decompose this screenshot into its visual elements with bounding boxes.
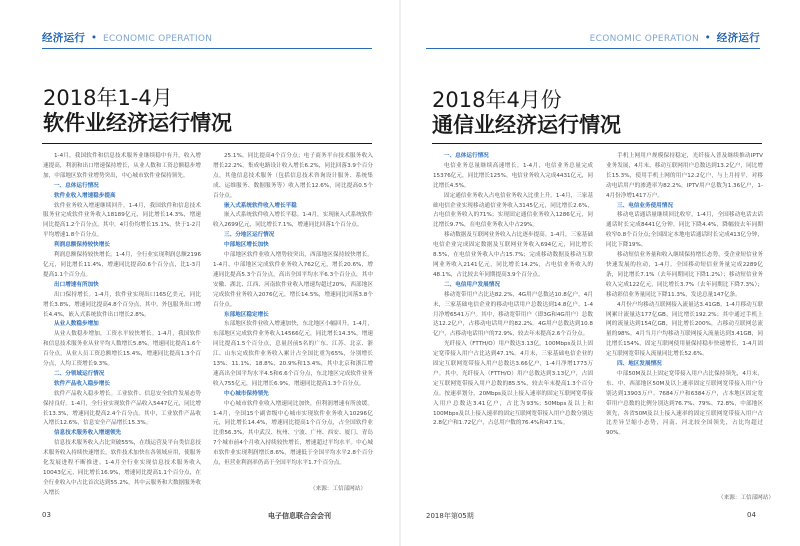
section-heading: 三、电信业务使用情况: [617, 202, 673, 209]
body-paragraph: 移动数据及互联网业务收入占比逐步提高。1-4月，三家基础电信企业完成固定数据及互联网业务收入694亿元，同比增长8.5%，在电信业务收入中占15.7%；完成移动数据及移动互联网业务收入2141亿元，同比增长14.2%，占电信业务收入的48.1%，占比较去年同期提高3.9个百分点。: [433, 232, 593, 278]
body-column-1: [43, 152, 201, 496]
section-heading: 信息技术服务收入增速领先: [54, 430, 122, 437]
body-paragraph: 25.1%，同比提高4个百分点；电子商务平台技术服务收入增长22.2%，集成电路设计收入增长6.2%，同比回落3.9个百分点，其他信息技术服务（包括信息技术咨询设计服务、系统集成、运维服务、数据服务等）收入增长12.6%，同比提高0.5个百分点。: [213, 153, 373, 199]
magazine-name: 电子信息联合会会刊: [268, 512, 331, 520]
section-heading: 一、总体运行情况: [444, 153, 489, 159]
body-paragraph: 4月份户均移动互联网接入流量达3.41GB，1-4月移动互联网累计流量达177亿GB，同比增长192.2%；其中通过手机上网的流量达到154亿GB，同比增长200%，占移动互联网总流量的98%。4月当月户均移动互联网接入流量达到3.41GB，同比增长154%，固定互联网使用量保持稳步快速增长，1-4月固定互联网宽带接入流量同比增长52.6%。: [606, 301, 763, 358]
body-paragraph: 东部地区软件业收入增速加快，东北地区小幅回升。1-4月，东部地区完成软件业务收入14566亿元，同比增长14.3%，增速同比提高1.5个百分点，总量居前5名的广东、江苏、北京、浙江、山东完成软件业务收入累计占全国比重为65%，分别增长13%、11.1%、18.8%、20.9%和13.4%，其中北京和浙江增速高出全国平均水平4.5和6.6个百分点，东北地区完成软件业务收入755亿元，同比增长6.9%，增速同比提高1.3个百分点。: [213, 321, 373, 387]
article-title: [432, 88, 621, 138]
section-heading: 四、地区发展情况: [617, 361, 662, 368]
title-line-1: 2018年4月份: [432, 88, 562, 112]
header-dot: •: [90, 32, 98, 44]
source-note: （来源：工信部网站）: [310, 486, 366, 492]
body-paragraph: 中部50M及以上固定宽带接入用户占比保持领先，4月末，东、中、西部地区50M及以上速率固定互联网宽带接入用户分别达到13903万户、7684万户和6384万户，占本地区固定宽带用户总数的比例分别达到76.7%、79%、72.8%，中部地区领先，各省50M及以上接入速率的固定互联网宽带接入用户占比差异呈缩小态势，河南、河北较全国领先，占比均超过90%。: [606, 370, 763, 437]
section-heading: 利润总额保持较快增长: [54, 242, 110, 249]
header-cn: 经济运行: [42, 32, 86, 44]
header-rule: [426, 48, 760, 49]
article-title: [43, 86, 232, 136]
title-rule: [432, 143, 762, 144]
body-paragraph: 移动宽带用户占比达82.2%，4G用户总数达10.8亿户，4月末，三家基础电信企业的移动电话用户总数达到14.8亿户，1-4月净增6541万户。其中，移动宽带用户（即3G和4G用户）总数达12.2亿户，占移动电话用户的82.2%。4G用户总数达到10.8亿户，占移动电话用户的72.9%，较去年末提高2.6个百分点。: [433, 291, 593, 338]
body-paragraph: 信息技术服务收入占比突破55%，在线运营及平台类信息技术服务收入持续快速增长，软件技术加快在各领域应用，使服务化发展进程不断推进。1-4月全行业实现信息技术服务收入10043亿元，同比增长16.9%，增速同比提高1.1个百分点，在全行业收入中占比首次达到55.2%，其中云服务和大数据服务收入增长: [43, 440, 201, 496]
issue-label: 2018年第05期: [426, 512, 474, 520]
body-paragraph: 电信业务总量继续高速增长，1-4月，电信业务总量完成15376亿元，同比增长125%。电信业务收入完成4431亿元，同比增长4.5%。: [433, 162, 593, 189]
title-rule: [42, 143, 372, 144]
body-column-2: [606, 152, 763, 497]
section-heading: 二、分领域运行情况: [54, 370, 105, 377]
title-line-2: 软件业经济运行情况: [43, 111, 232, 135]
body-paragraph: 1-4月，我国软件和信息技术服务业继续稳中有升，收入增速提高，利润和出口增速保持增长，从业人数和工资总额稳步增加，中部地区软件业增势突出，中心城市软件业保持领先。: [43, 153, 201, 179]
body-paragraph: 软件业务收入增速继续回升。1-4月，我国软件和信息技术服务业完成软件业务收入18189亿元，同比增长14.3%，增速同比提高1.2个百分点，其中，4月份均增长15.1%，快于1-2月平均增速1.8个百分点。: [43, 202, 201, 239]
section-heading: 二、电信用户发展情况: [444, 281, 500, 288]
body-paragraph: 利润总额保持较快增长。1-4月，全行业实现利润总额2196亿元，同比增长11.4%，增速同比提高0.6个百分点，比1-3月提高1.1个百分点。: [43, 252, 201, 278]
body-column-2: [213, 152, 373, 492]
section-heading: 软件产品收入稳步增长: [54, 380, 110, 387]
body-paragraph: 移动短信业务量和收入继续保持增长态势，受企业短信业务快速发展的拉动，1-4月，全国移动短信业务量完成2289亿条，同比增长7.1%（去年同期同比下降1.2%）；移动短信业务收入完成122亿元，同比增长3.7%（去年同期比下降7.3%）；移动彩信业务量同比下降11.3%，发送总量147亿条。: [606, 252, 763, 298]
source-note: （来源：工信部网站）: [718, 495, 774, 501]
body-column-1: [433, 152, 593, 497]
header-dot: •: [704, 32, 712, 44]
section-heading: 从业人数稳步增加: [54, 321, 99, 328]
body-paragraph: 移动电话通话量继续回比收窄，1-4月，全国移动电话去话通话时长完成8441亿分钟，同比下降4.4%，降幅较去年同期收窄0.8个百分点;全国固定本地电话通话时长完成413亿分钟，同比下降19%。: [606, 212, 763, 249]
section-heading: 中部地区增长加快: [224, 242, 269, 249]
title-line-1: 2018年1-4月: [43, 86, 173, 110]
right-page: [400, 0, 800, 546]
body-paragraph: 中部地区软件业收入增势较突出，西部地区保持较快增长。1-4月，中部地区完成软件业务收入762亿元，增长20.6%，增速同比提高5.3个百分点，高出全国平均水平6.3个百分点，其中安徽、湖北、江西、河南软件业收入增速均超过20%，西部地区完成软件业务收入2076亿元，增长14.5%，增速同比回落3.8个百分点。: [213, 252, 373, 308]
section-heading: 嵌入式系统软件收入增长平稳: [224, 202, 297, 209]
body-paragraph: 软件产品收入稳步增长。工业软件、信息安全软件发展态势保持良好。1-4月，全行业实现软件产品收入5447亿元，同比增长13.3%，增速同比提高2.4个百分点。其中，工业软件产品收入增长12.6%，信息安全产品增长15.3%。: [43, 390, 201, 427]
section-heading: 一、总体运行情况: [54, 182, 99, 189]
body-paragraph: 手机上网用户规模保持稳定，光纤接入普及继续推动IPTV业务发展，4月末，移动互联网用户总数达到13.2亿户，同比增长15.3%，使用手机上网的用户12.2亿户，与上月持平，对移动电话用户的渗透率为82.2%，IPTV用户总数为1.36亿户，1-4月份净增1417万户。: [606, 153, 763, 199]
section-heading: 软件业收入增速稳步提高: [54, 192, 116, 199]
body-paragraph: 嵌入式系统软件收入增长平稳。1-4月，实现嵌入式系统软件收入2699亿元，同比增长7.1%，增速同比回落1个百分点。: [213, 212, 373, 229]
body-paragraph: 中心城市软件业收入增速同比加快，但利润增速有所放缓。1-4月，全国15个副省级中心城市实现软件业务收入10296亿元，同比增长14.4%，增速同比提高1个百分点，占全国软件业比重56.3%，其中武汉、杭州、宁波、广州、西安、厦门、青岛7个城市前4个月收入持续较快增长，增速超过平均水平。中心城市软件业实现利润增长8.6%，增速低于全国平均水平2.8个百分点，但营业利润率仍高于全国平均水平1.7个百分点。: [213, 400, 373, 467]
page-number: 04: [747, 511, 756, 519]
title-line-2: 通信业经济运行情况: [432, 113, 621, 137]
section-heading: 中心城市保持领先: [224, 390, 269, 397]
section-heading: 东部地区稳定增长: [224, 311, 269, 318]
body-paragraph: 出口保持增长。1-4月，软件业实现出口165亿美元，同比增长3.8%，增速同比提高4.8个百分点，其中，外包服务出口增长4.4%，嵌入式系统软件出口增长2.8%。: [43, 291, 201, 318]
running-header: [42, 30, 212, 45]
body-paragraph: 固定通信业务收入占电信业务收入比重上升。1-4月，三家基础电信企业实现移动通信业务收入3145亿元，同比增长2.6%，占电信业务收入的71%；实现固定通信业务收入1286亿元，同比增长9.7%，在电信业务收入中占29%。: [433, 192, 593, 229]
header-rule: [42, 48, 372, 49]
body-paragraph: 从业人数稳步增加，工资水平较快增长。1-4月，我国软件和信息技术服务业从业平均人数增长5.8%，增速同比提高1.6个百分点，从业人员工资总额增长15.4%，增速同比提高1.3个百分点，人均工资增长9.3%。: [43, 331, 201, 368]
body-paragraph: 光纤接入（FTTH/O）用户数达3.13亿，100Mbps及以上固定宽带接入用户占比达到47.1%。4月末，三家基础电信企业的固定互联网宽带接入用户总数达3.66亿户，1-4月净增1773万户。其中，光纤接入（FTTH/O）用户总数达到3.13亿户，占固定互联网宽带接入用户总数的85.5%，较去年末提高1.3个百分点。按速率划分，20Mbps及以上接入速率的固定互联网宽带接入用户总数达3.41亿户，占比为93%；50Mbps及以上和100Mbps及以上接入速率的固定互联网宽带接入用户总数分别达2.8亿户和1.72亿户，占总用户数的76.4%和47.1%。: [433, 341, 593, 427]
header-cn: 经济运行: [716, 32, 760, 44]
section-heading: 出口增速有所加快: [54, 281, 99, 288]
header-en: ECONOMIC OPERATION: [589, 34, 700, 44]
page-number: 03: [42, 511, 51, 519]
section-heading: 三、分地区运行情况: [224, 232, 275, 239]
running-header: [590, 30, 760, 45]
header-en: ECONOMIC OPERATION: [102, 34, 213, 44]
